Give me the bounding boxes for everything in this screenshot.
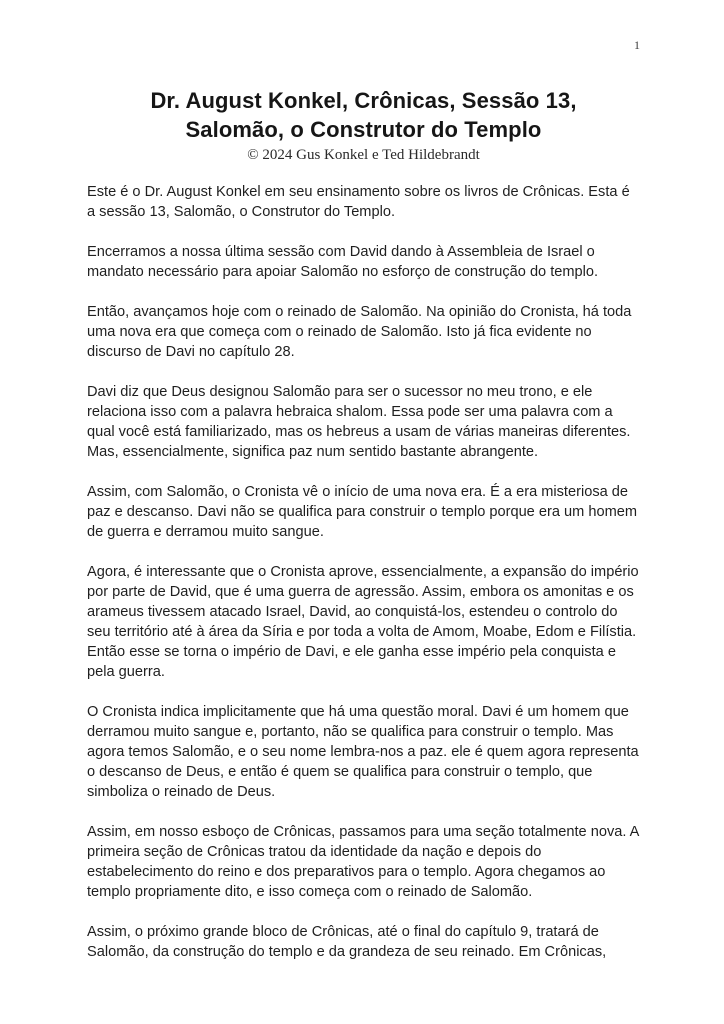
paragraph: Assim, o próximo grande bloco de Crônicas, até o final do capítulo 9, tratará de Salomão, da construção do templo e da grandeza de seu reinado. Em Crônicas, xyxy=(87,924,607,960)
paragraph: Este é o Dr. August Konkel em seu ensinamento sobre os livros de Crônicas. Esta é a sessão 13, Salomão, o Construtor do Templo. xyxy=(87,184,630,220)
paragraph: O Cronista indica implicitamente que há uma questão moral. Davi é um homem que derramou muito sangue e, portanto, não se qualifica para construir o templo. Mas agora temos Salomão, e o seu nome lembra-nos a paz. ele é quem agora representa o descanso de Deus, e então é quem se qualifica para construir o templo, que simboliza o reinado de Deus. xyxy=(87,704,639,800)
page-number: 1 xyxy=(634,38,640,52)
document-title xyxy=(87,86,640,144)
paragraph: Encerramos a nossa última sessão com David dando à Assembleia de Israel o mandato necessário para apoiar Salomão no esforço de construção do templo. xyxy=(87,244,599,280)
title-line-2: Salomão, o Construtor do Templo xyxy=(185,117,542,142)
paragraph: Então, avançamos hoje com o reinado de Salomão. Na opinião do Cronista, há toda uma nova era que começa com o reinado de Salomão. Isto já fica evidente no discurso de Davi no capítulo 28. xyxy=(87,304,632,360)
document-body xyxy=(87,182,640,962)
paragraph: Assim, com Salomão, o Cronista vê o início de uma nova era. É a era misteriosa de paz e descanso. Davi não se qualifica para construir o templo porque era um homem de guerra e derramou muito sangue. xyxy=(87,484,637,540)
paragraph: Agora, é interessante que o Cronista aprove, essencialmente, a expansão do império por parte de David, que é uma guerra de agressão. Assim, embora os amonitas e os arameus tivessem atacado Israel, David, ao conquistá-los, estendeu o controlo do seu território até à área da Síria e por toda a volta de Amom, Moabe, Edom e Filístia. Então esse se torna o império de Davi, e ele ganha esse império pela conquista e pela guerra. xyxy=(87,564,639,680)
title-line-1: Dr. August Konkel, Crônicas, Sessão 13, xyxy=(150,88,577,113)
copyright-line: © 2024 Gus Konkel e Ted Hildebrandt xyxy=(247,147,480,163)
paragraph: Assim, em nosso esboço de Crônicas, passamos para uma seção totalmente nova. A primeira seção de Crônicas tratou da identidade da nação e depois do estabelecimento do reino e dos preparativos para o templo. Agora chegamos ao templo propriamente dito, e isso começa com o reinado de Salomão. xyxy=(87,824,639,900)
paragraph: Davi diz que Deus designou Salomão para ser o sucessor no meu trono, e ele relaciona isso com a palavra hebraica shalom. Essa pode ser uma palavra com a qual você está familiarizado, mas os hebreus a usam de várias maneiras diferentes. Mas, essencialmente, significa paz num sentido bastante abrangente. xyxy=(87,384,631,460)
